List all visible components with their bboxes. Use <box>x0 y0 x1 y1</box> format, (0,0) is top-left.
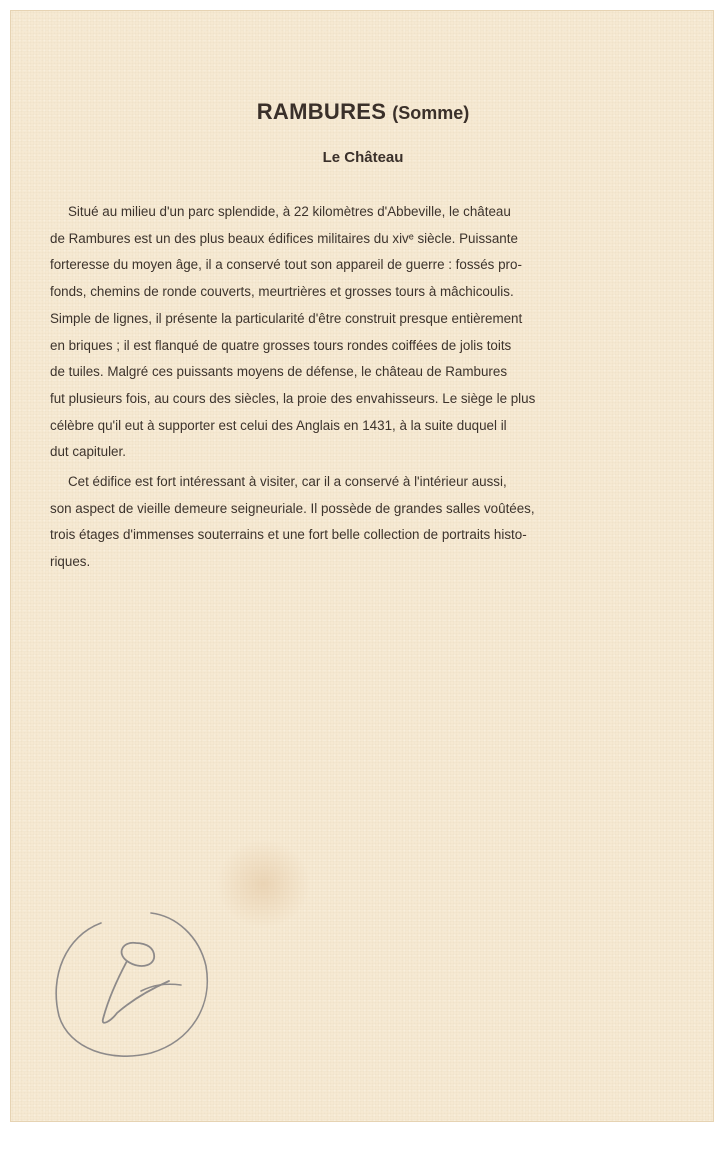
paper-stain <box>216 839 311 929</box>
text-line: fonds, chemins de ronde couverts, meurtrières et grosses tours à mâchicoulis. <box>50 284 514 300</box>
document-title <box>11 99 715 125</box>
title-place: RAMBURES <box>256 99 387 124</box>
text-line: de Rambures est un des plus beaux édifices militaires du xivᵉ siècle. Puissante <box>50 230 518 246</box>
text-line: trois étages d'immenses souterrains et une fort belle collection de portraits histo- <box>50 527 527 543</box>
text-line: forteresse du moyen âge, il a conservé tout son appareil de guerre : fossés pro- <box>50 257 522 273</box>
title-region: (Somme) <box>392 103 470 123</box>
text-line: en briques ; il est flanqué de quatre grosses tours rondes coiffées de jolis toits <box>50 337 512 353</box>
text-line: célèbre qu'il eut à supporter est celui des Anglais en 1431, à la suite duquel il <box>50 417 507 433</box>
document-subtitle: Le Château <box>322 149 404 166</box>
paragraph-2 <box>50 469 660 576</box>
pencil-circled-number-mark <box>41 881 221 1071</box>
text-line: riques. <box>50 554 91 570</box>
postcard-back <box>10 10 714 1122</box>
text-line: son aspect de vieille demeure seigneuriale. Il possède de grandes salles voûtées, <box>50 500 535 516</box>
text-line: Simple de lignes, il présente la particularité d'être construit presque entièrement <box>50 310 523 326</box>
text-line: fut plusieurs fois, au cours des siècles, la proie des envahisseurs. Le siège le plus <box>50 390 536 406</box>
text-line: Cet édifice est fort intéressant à visiter, car il a conservé à l'intérieur aussi, <box>68 474 507 489</box>
text-line: dut capituler. <box>50 444 126 460</box>
paragraph-1 <box>50 199 660 466</box>
text-line: Situé au milieu d'un parc splendide, à 22 kilomètres d'Abbeville, le château <box>68 204 511 219</box>
text-line: de tuiles. Malgré ces puissants moyens de défense, le château de Rambures <box>50 364 508 380</box>
